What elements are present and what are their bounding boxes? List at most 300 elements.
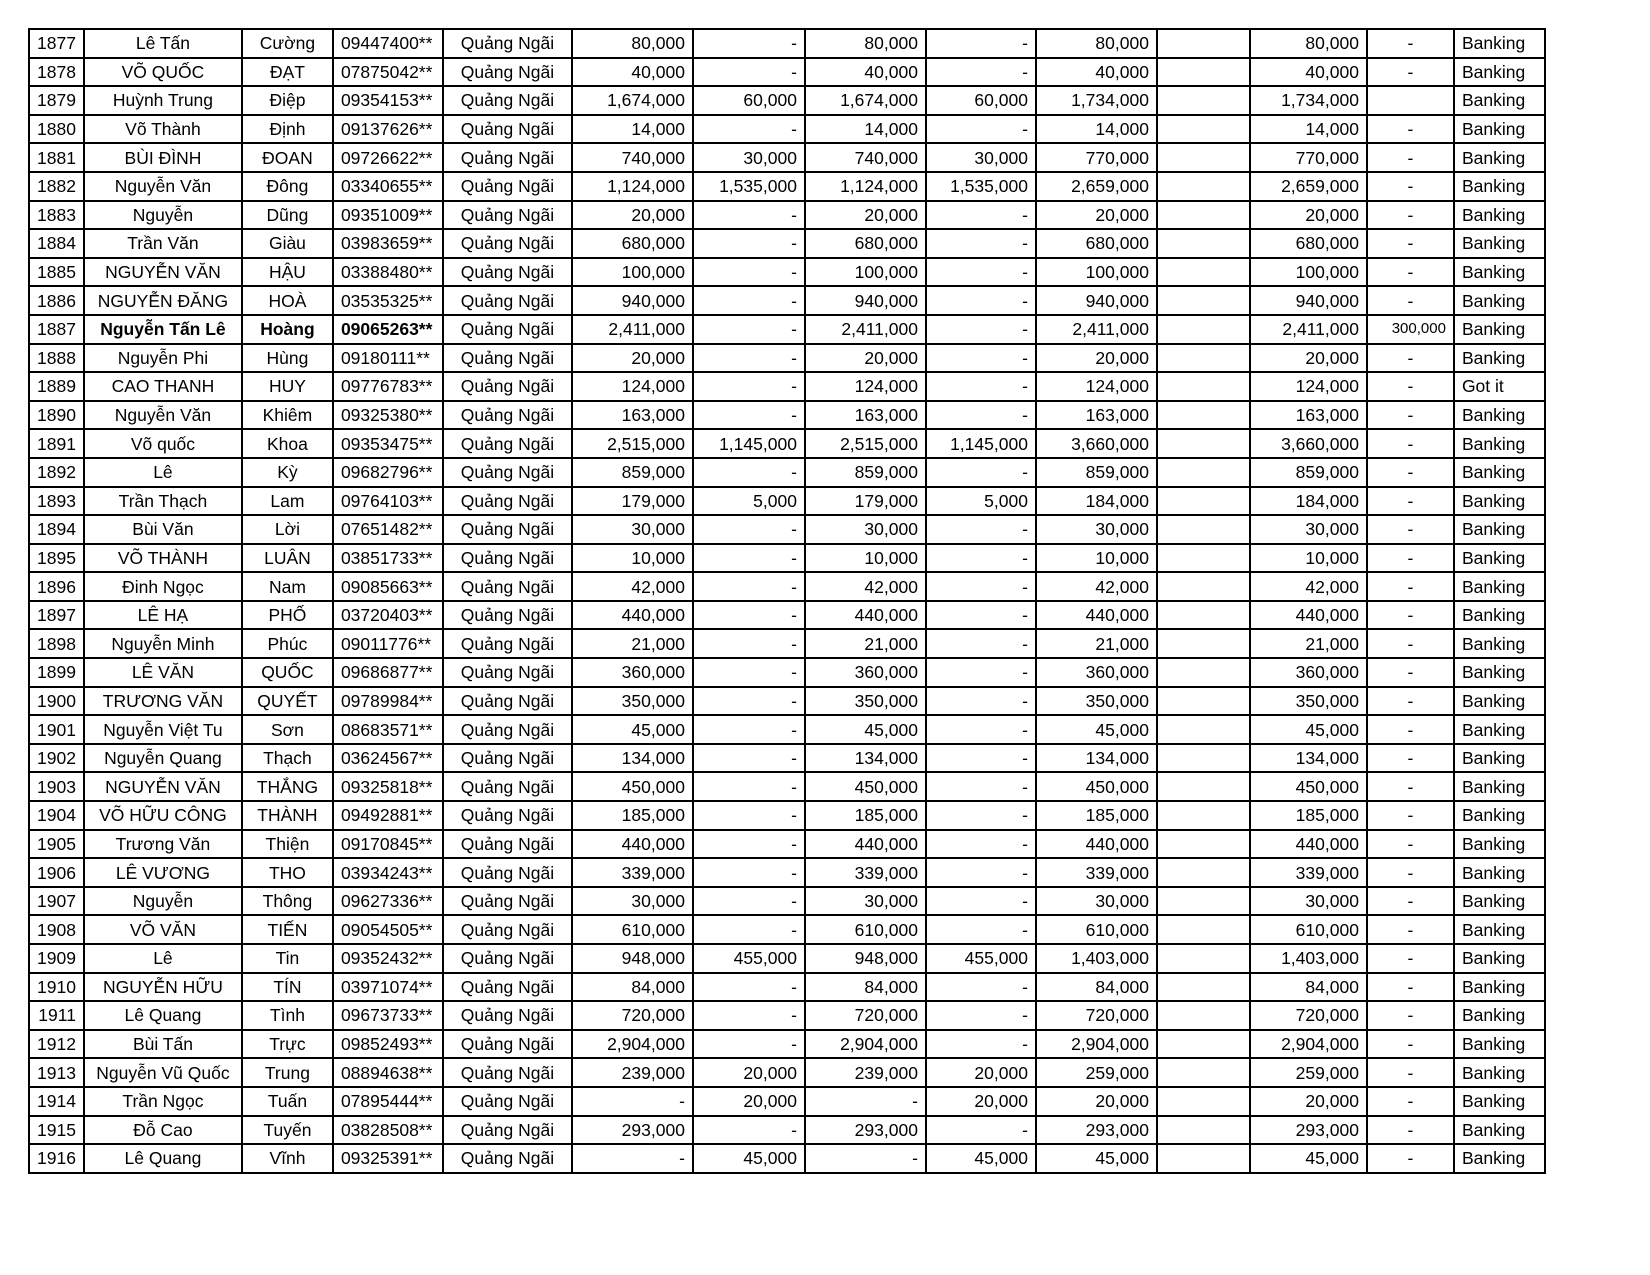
amount-4: - — [926, 772, 1036, 801]
blank-cell — [1157, 29, 1250, 58]
table-row — [29, 286, 1545, 315]
table-row — [29, 515, 1545, 544]
payment-status: Banking — [1454, 801, 1545, 830]
grand-total: 440,000 — [1250, 830, 1367, 859]
amount-3: 20,000 — [805, 201, 926, 230]
grand-total: 610,000 — [1250, 915, 1367, 944]
province: Quảng Ngãi — [443, 286, 572, 315]
total-amount: 2,904,000 — [1036, 1030, 1157, 1059]
payment-status: Banking — [1454, 115, 1545, 144]
grand-total: 360,000 — [1250, 658, 1367, 687]
amount-4: - — [926, 401, 1036, 430]
total-amount: 20,000 — [1036, 344, 1157, 373]
table-row — [29, 944, 1545, 973]
phone-number: 03983659** — [333, 229, 443, 258]
grand-total: 80,000 — [1250, 29, 1367, 58]
grand-total: 42,000 — [1250, 572, 1367, 601]
table-row — [29, 1058, 1545, 1087]
phone-number: 09351009** — [333, 201, 443, 230]
blank-cell — [1157, 973, 1250, 1002]
province: Quảng Ngãi — [443, 487, 572, 516]
amount-4: - — [926, 515, 1036, 544]
payment-status: Banking — [1454, 29, 1545, 58]
blank-cell — [1157, 1116, 1250, 1145]
row-number: 1895 — [29, 544, 84, 573]
blank-cell — [1157, 858, 1250, 887]
phone-number: 09776783** — [333, 372, 443, 401]
total-amount: 360,000 — [1036, 658, 1157, 687]
payment-status: Banking — [1454, 1144, 1545, 1173]
amount-3: 42,000 — [805, 572, 926, 601]
blank-cell — [1157, 1030, 1250, 1059]
amount-2: - — [693, 201, 805, 230]
table-row — [29, 1144, 1545, 1173]
province: Quảng Ngãi — [443, 887, 572, 916]
blank-cell — [1157, 601, 1250, 630]
amount-1: 20,000 — [572, 344, 693, 373]
province: Quảng Ngãi — [443, 858, 572, 887]
amount-3: 30,000 — [805, 515, 926, 544]
amount-1: - — [572, 1144, 693, 1173]
row-number: 1909 — [29, 944, 84, 973]
payment-status: Banking — [1454, 1001, 1545, 1030]
phone-number: 09137626** — [333, 115, 443, 144]
province: Quảng Ngãi — [443, 258, 572, 287]
province: Quảng Ngãi — [443, 229, 572, 258]
grand-total: 450,000 — [1250, 772, 1367, 801]
last-name: Đỗ Cao — [84, 1116, 242, 1145]
province: Quảng Ngãi — [443, 429, 572, 458]
last-name: TRƯƠNG VĂN — [84, 687, 242, 716]
row-number: 1912 — [29, 1030, 84, 1059]
total-amount: 1,734,000 — [1036, 86, 1157, 115]
blank-cell — [1157, 830, 1250, 859]
total-amount: 100,000 — [1036, 258, 1157, 287]
total-amount: 770,000 — [1036, 143, 1157, 172]
extra-amount: - — [1367, 658, 1454, 687]
phone-number: 09686877** — [333, 658, 443, 687]
blank-cell — [1157, 258, 1250, 287]
blank-cell — [1157, 458, 1250, 487]
extra-amount: - — [1367, 487, 1454, 516]
amount-3: 45,000 — [805, 715, 926, 744]
last-name: Lê — [84, 458, 242, 487]
grand-total: 940,000 — [1250, 286, 1367, 315]
amount-4: - — [926, 315, 1036, 344]
extra-amount: - — [1367, 944, 1454, 973]
amount-2: - — [693, 858, 805, 887]
grand-total: 20,000 — [1250, 1087, 1367, 1116]
first-name: Vĩnh — [242, 1144, 333, 1173]
amount-4: - — [926, 973, 1036, 1002]
amount-3: 740,000 — [805, 143, 926, 172]
table-row — [29, 572, 1545, 601]
amount-4: 20,000 — [926, 1087, 1036, 1116]
extra-amount — [1367, 86, 1454, 115]
amount-2: - — [693, 1030, 805, 1059]
province: Quảng Ngãi — [443, 115, 572, 144]
grand-total: 163,000 — [1250, 401, 1367, 430]
amount-3: 80,000 — [805, 29, 926, 58]
grand-total: 350,000 — [1250, 687, 1367, 716]
first-name: Phúc — [242, 629, 333, 658]
grand-total: 20,000 — [1250, 201, 1367, 230]
province: Quảng Ngãi — [443, 172, 572, 201]
amount-3: 2,411,000 — [805, 315, 926, 344]
amount-4: - — [926, 29, 1036, 58]
blank-cell — [1157, 1058, 1250, 1087]
payment-status: Banking — [1454, 286, 1545, 315]
amount-2: - — [693, 1001, 805, 1030]
table-row — [29, 715, 1545, 744]
grand-total: 14,000 — [1250, 115, 1367, 144]
blank-cell — [1157, 1087, 1250, 1116]
amount-3: 134,000 — [805, 744, 926, 773]
amount-2: - — [693, 458, 805, 487]
grand-total: 440,000 — [1250, 601, 1367, 630]
extra-amount: - — [1367, 887, 1454, 916]
amount-2: - — [693, 887, 805, 916]
amount-2: - — [693, 715, 805, 744]
amount-1: 84,000 — [572, 973, 693, 1002]
table-row — [29, 629, 1545, 658]
amount-4: - — [926, 258, 1036, 287]
payment-status: Banking — [1454, 1030, 1545, 1059]
amount-4: 20,000 — [926, 1058, 1036, 1087]
amount-1: 42,000 — [572, 572, 693, 601]
amount-4: - — [926, 344, 1036, 373]
amount-2: - — [693, 629, 805, 658]
phone-number: 09492881** — [333, 801, 443, 830]
last-name: Trần Ngọc — [84, 1087, 242, 1116]
amount-2: - — [693, 58, 805, 87]
row-number: 1902 — [29, 744, 84, 773]
amount-1: 134,000 — [572, 744, 693, 773]
blank-cell — [1157, 487, 1250, 516]
extra-amount: - — [1367, 687, 1454, 716]
grand-total: 45,000 — [1250, 715, 1367, 744]
table-row — [29, 1087, 1545, 1116]
phone-number: 09673733** — [333, 1001, 443, 1030]
payment-status: Banking — [1454, 458, 1545, 487]
last-name: Bùi Văn — [84, 515, 242, 544]
phone-number: 09726622** — [333, 143, 443, 172]
blank-cell — [1157, 286, 1250, 315]
blank-cell — [1157, 801, 1250, 830]
first-name: ĐẠT — [242, 58, 333, 87]
province: Quảng Ngãi — [443, 29, 572, 58]
donation-table — [28, 28, 1546, 1174]
amount-3: 859,000 — [805, 458, 926, 487]
phone-number: 08683571** — [333, 715, 443, 744]
last-name: Đinh Ngọc — [84, 572, 242, 601]
row-number: 1891 — [29, 429, 84, 458]
row-number: 1901 — [29, 715, 84, 744]
amount-4: - — [926, 572, 1036, 601]
first-name: HẬU — [242, 258, 333, 287]
extra-amount: - — [1367, 858, 1454, 887]
total-amount: 45,000 — [1036, 1144, 1157, 1173]
first-name: THẮNG — [242, 772, 333, 801]
amount-3: 293,000 — [805, 1116, 926, 1145]
amount-2: - — [693, 344, 805, 373]
last-name: Nguyễn Quang — [84, 744, 242, 773]
payment-status: Banking — [1454, 143, 1545, 172]
total-amount: 124,000 — [1036, 372, 1157, 401]
blank-cell — [1157, 658, 1250, 687]
payment-status: Banking — [1454, 172, 1545, 201]
row-number: 1883 — [29, 201, 84, 230]
amount-2: 20,000 — [693, 1058, 805, 1087]
amount-2: - — [693, 115, 805, 144]
amount-1: 30,000 — [572, 887, 693, 916]
amount-1: 859,000 — [572, 458, 693, 487]
row-number: 1907 — [29, 887, 84, 916]
first-name: TIẾN — [242, 915, 333, 944]
blank-cell — [1157, 515, 1250, 544]
extra-amount: - — [1367, 601, 1454, 630]
province: Quảng Ngãi — [443, 915, 572, 944]
row-number: 1896 — [29, 572, 84, 601]
amount-1: 185,000 — [572, 801, 693, 830]
amount-2: 1,535,000 — [693, 172, 805, 201]
first-name: Nam — [242, 572, 333, 601]
province: Quảng Ngãi — [443, 1087, 572, 1116]
payment-status: Banking — [1454, 915, 1545, 944]
amount-1: 1,124,000 — [572, 172, 693, 201]
blank-cell — [1157, 572, 1250, 601]
amount-1: 2,904,000 — [572, 1030, 693, 1059]
amount-1: - — [572, 1087, 693, 1116]
first-name: Khoa — [242, 429, 333, 458]
total-amount: 20,000 — [1036, 201, 1157, 230]
total-amount: 185,000 — [1036, 801, 1157, 830]
amount-1: 45,000 — [572, 715, 693, 744]
amount-1: 30,000 — [572, 515, 693, 544]
first-name: HUY — [242, 372, 333, 401]
amount-1: 339,000 — [572, 858, 693, 887]
amount-4: - — [926, 286, 1036, 315]
blank-cell — [1157, 229, 1250, 258]
amount-2: 20,000 — [693, 1087, 805, 1116]
total-amount: 440,000 — [1036, 830, 1157, 859]
grand-total: 2,904,000 — [1250, 1030, 1367, 1059]
total-amount: 3,660,000 — [1036, 429, 1157, 458]
total-amount: 259,000 — [1036, 1058, 1157, 1087]
phone-number: 07895444** — [333, 1087, 443, 1116]
last-name: Nguyễn Tấn Lê — [84, 315, 242, 344]
phone-number: 03388480** — [333, 258, 443, 287]
phone-number: 09682796** — [333, 458, 443, 487]
province: Quảng Ngãi — [443, 801, 572, 830]
row-number: 1897 — [29, 601, 84, 630]
extra-amount: - — [1367, 258, 1454, 287]
table-row — [29, 544, 1545, 573]
grand-total: 720,000 — [1250, 1001, 1367, 1030]
last-name: Nguyễn Vũ Quốc — [84, 1058, 242, 1087]
phone-number: 09325380** — [333, 401, 443, 430]
amount-4: - — [926, 830, 1036, 859]
row-number: 1892 — [29, 458, 84, 487]
last-name: Nguyễn Văn — [84, 172, 242, 201]
amount-1: 2,411,000 — [572, 315, 693, 344]
phone-number: 03971074** — [333, 973, 443, 1002]
first-name: Thạch — [242, 744, 333, 773]
phone-number: 09447400** — [333, 29, 443, 58]
first-name: QUYẾT — [242, 687, 333, 716]
extra-amount: - — [1367, 772, 1454, 801]
amount-3: 30,000 — [805, 887, 926, 916]
amount-2: - — [693, 658, 805, 687]
phone-number: 09054505** — [333, 915, 443, 944]
row-number: 1915 — [29, 1116, 84, 1145]
amount-4: - — [926, 115, 1036, 144]
amount-2: - — [693, 372, 805, 401]
phone-number: 09325818** — [333, 772, 443, 801]
province: Quảng Ngãi — [443, 58, 572, 87]
row-number: 1888 — [29, 344, 84, 373]
phone-number: 09085663** — [333, 572, 443, 601]
last-name: Võ quốc — [84, 429, 242, 458]
amount-1: 80,000 — [572, 29, 693, 58]
first-name: Lời — [242, 515, 333, 544]
amount-4: - — [926, 915, 1036, 944]
grand-total: 40,000 — [1250, 58, 1367, 87]
table-row — [29, 401, 1545, 430]
row-number: 1899 — [29, 658, 84, 687]
province: Quảng Ngãi — [443, 86, 572, 115]
total-amount: 293,000 — [1036, 1116, 1157, 1145]
payment-status: Banking — [1454, 830, 1545, 859]
payment-status: Banking — [1454, 715, 1545, 744]
table-row — [29, 830, 1545, 859]
amount-3: 179,000 — [805, 487, 926, 516]
province: Quảng Ngãi — [443, 715, 572, 744]
last-name: Nguyễn Việt Tu — [84, 715, 242, 744]
province: Quảng Ngãi — [443, 201, 572, 230]
amount-4: - — [926, 544, 1036, 573]
blank-cell — [1157, 744, 1250, 773]
amount-1: 293,000 — [572, 1116, 693, 1145]
amount-2: 30,000 — [693, 143, 805, 172]
blank-cell — [1157, 86, 1250, 115]
last-name: Lê Quang — [84, 1001, 242, 1030]
table-row — [29, 86, 1545, 115]
amount-4: 1,145,000 — [926, 429, 1036, 458]
phone-number: 07875042** — [333, 58, 443, 87]
last-name: LÊ VĂN — [84, 658, 242, 687]
blank-cell — [1157, 172, 1250, 201]
total-amount: 40,000 — [1036, 58, 1157, 87]
amount-2: 1,145,000 — [693, 429, 805, 458]
extra-amount: - — [1367, 1116, 1454, 1145]
phone-number: 09852493** — [333, 1030, 443, 1059]
total-amount: 1,403,000 — [1036, 944, 1157, 973]
blank-cell — [1157, 372, 1250, 401]
province: Quảng Ngãi — [443, 544, 572, 573]
extra-amount: - — [1367, 544, 1454, 573]
extra-amount: - — [1367, 344, 1454, 373]
province: Quảng Ngãi — [443, 344, 572, 373]
extra-amount: - — [1367, 973, 1454, 1002]
grand-total: 84,000 — [1250, 973, 1367, 1002]
phone-number: 09352432** — [333, 944, 443, 973]
table-row — [29, 601, 1545, 630]
amount-3: 40,000 — [805, 58, 926, 87]
table-row — [29, 744, 1545, 773]
amount-2: 455,000 — [693, 944, 805, 973]
amount-3: 163,000 — [805, 401, 926, 430]
row-number: 1904 — [29, 801, 84, 830]
payment-status: Banking — [1454, 744, 1545, 773]
last-name: Nguyễn Minh — [84, 629, 242, 658]
blank-cell — [1157, 58, 1250, 87]
grand-total: 124,000 — [1250, 372, 1367, 401]
first-name: Điệp — [242, 86, 333, 115]
total-amount: 21,000 — [1036, 629, 1157, 658]
amount-1: 360,000 — [572, 658, 693, 687]
row-number: 1916 — [29, 1144, 84, 1173]
table-row — [29, 344, 1545, 373]
total-amount: 134,000 — [1036, 744, 1157, 773]
last-name: NGUYỄN VĂN — [84, 258, 242, 287]
amount-4: - — [926, 1001, 1036, 1030]
amount-3: 14,000 — [805, 115, 926, 144]
amount-3: 440,000 — [805, 830, 926, 859]
last-name: Nguyễn Phi — [84, 344, 242, 373]
amount-4: - — [926, 887, 1036, 916]
province: Quảng Ngãi — [443, 1030, 572, 1059]
amount-3: 440,000 — [805, 601, 926, 630]
amount-4: - — [926, 658, 1036, 687]
extra-amount: - — [1367, 172, 1454, 201]
last-name: Nguyễn Văn — [84, 401, 242, 430]
amount-3: 124,000 — [805, 372, 926, 401]
amount-3: 450,000 — [805, 772, 926, 801]
extra-amount: - — [1367, 201, 1454, 230]
table-row — [29, 143, 1545, 172]
amount-3: 21,000 — [805, 629, 926, 658]
blank-cell — [1157, 715, 1250, 744]
grand-total: 20,000 — [1250, 344, 1367, 373]
phone-number: 09170845** — [333, 830, 443, 859]
amount-2: - — [693, 1116, 805, 1145]
row-number: 1905 — [29, 830, 84, 859]
first-name: Sơn — [242, 715, 333, 744]
extra-amount: - — [1367, 801, 1454, 830]
blank-cell — [1157, 344, 1250, 373]
grand-total: 2,411,000 — [1250, 315, 1367, 344]
total-amount: 45,000 — [1036, 715, 1157, 744]
table-row — [29, 1030, 1545, 1059]
payment-status: Banking — [1454, 344, 1545, 373]
province: Quảng Ngãi — [443, 143, 572, 172]
grand-total: 185,000 — [1250, 801, 1367, 830]
amount-3: 610,000 — [805, 915, 926, 944]
table-row — [29, 687, 1545, 716]
first-name: Trung — [242, 1058, 333, 1087]
amount-3: 100,000 — [805, 258, 926, 287]
amount-2: - — [693, 801, 805, 830]
amount-2: - — [693, 401, 805, 430]
amount-2: 5,000 — [693, 487, 805, 516]
amount-1: 940,000 — [572, 286, 693, 315]
amount-1: 1,674,000 — [572, 86, 693, 115]
phone-number: 09180111** — [333, 344, 443, 373]
amount-1: 239,000 — [572, 1058, 693, 1087]
amount-4: - — [926, 601, 1036, 630]
row-number: 1884 — [29, 229, 84, 258]
